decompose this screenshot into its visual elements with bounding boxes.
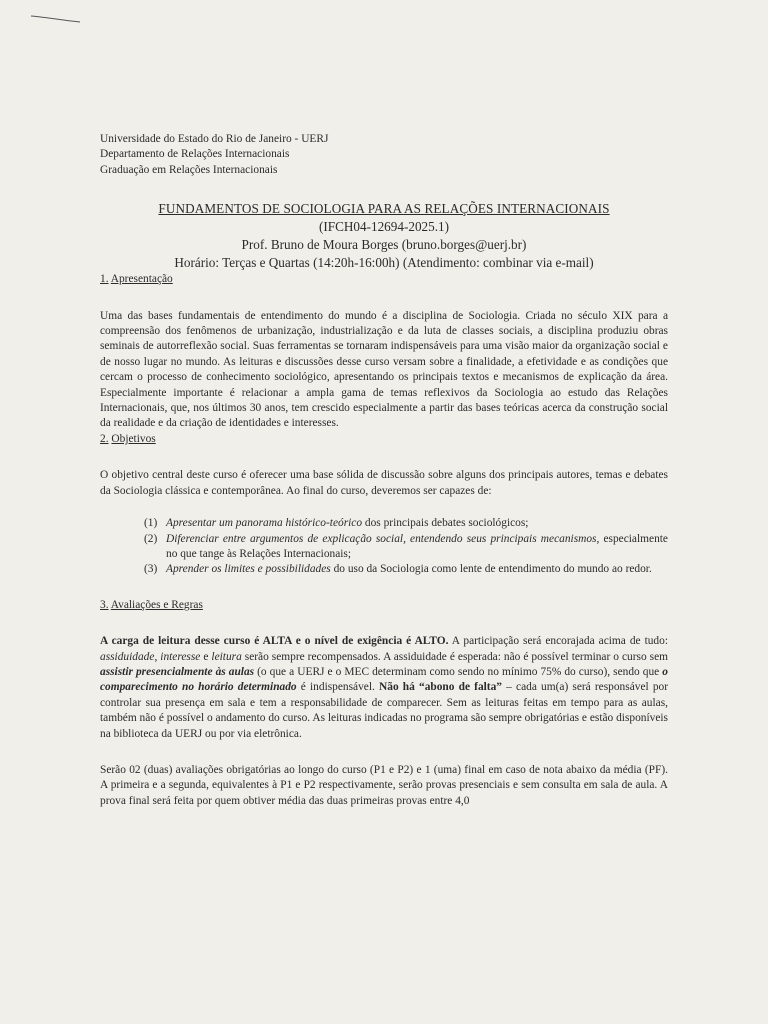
section-heading-avaliacoes: [100, 598, 668, 613]
emphasis-bold: Não há “abono de falta”: [379, 681, 502, 694]
department-name: Departamento de Relações Internacionais: [100, 148, 290, 161]
section-paragraph-exams: Serão 02 (duas) avaliações obrigatórias ao longo do curso (P1 e P2) e 1 (uma) final em caso de nota abaixo da média (PF). A primeira e a segunda, equivalentes à P1 e P2 respectivamente, serão provas presenciais e sem consulta em sala de aula. A prova final será feita por quem obtiver média das duas primeiras provas entre 4,0: [100, 763, 668, 807]
pen-stroke-mark: [30, 14, 82, 24]
list-item-number: (2): [144, 532, 158, 545]
section-paragraph: Uma das bases fundamentais de entendimento do mundo é a disciplina de Sociologia. Criada no século XIX para a compreensão dos fenômenos de urbanização, industrialização e da luta de classes sociais, a disciplina produziu obras seminais de autorreflexão social. Suas ferramentas se tornaram indispensáveis para uma visão maior da organização social e de nosso lugar no mundo. As leituras e discussões desse curso versam sobre a finalidade, a efetividade e as condições que cercam o processo de conhecimento sociológico, apresentando os principais textos e mecanismos de explicação da área. Especialmente importante é relacionar a ampla gama de temas reflexivos da Sociologia ao estudo das Relações Internacionais, que, nos últimos 30 anos, tem crescido especialmente a partir das bases teóricas acerca da construção social da realidade e da criação de identidades e interesses.: [100, 309, 668, 430]
list-item: [144, 532, 668, 563]
course-code: (IFCH04-12694-2025.1): [318, 219, 450, 235]
section-heading-objetivos: [100, 432, 668, 447]
objectives-list: [100, 516, 668, 578]
course-title-block: [100, 200, 668, 272]
section-title: Objetivos: [111, 432, 156, 445]
section-title: Apresentação: [110, 273, 173, 286]
section-number: 2.: [100, 432, 109, 445]
institution-header: [100, 132, 668, 178]
section-paragraph-rules: [100, 634, 668, 742]
list-item-emphasis: Aprender os limites e possibilidades: [166, 563, 331, 576]
text-run: ,: [154, 650, 161, 663]
document-page: [100, 132, 668, 809]
university-name: Universidade do Estado do Rio de Janeiro - UERJ: [100, 133, 329, 145]
list-item-number: (3): [144, 563, 158, 576]
emphasis-italic: interesse: [160, 650, 201, 663]
text-run: (o que a UERJ e o MEC determinam como sendo no mínimo 75% do curso), sendo que: [254, 665, 663, 678]
section-paragraph: O objetivo central deste curso é oferecer uma base sólida de discussão sobre alguns dos principais autores, temas e debates da Sociologia clássica e contemporânea. Ao final do curso, deveremos ser capazes de:: [100, 469, 668, 497]
list-item-emphasis: Apresentar um panorama histórico-teórico: [166, 517, 363, 530]
schedule-line: Horário: Terças e Quartas (14:20h-16:00h) (Atendimento: combinar via e-mail): [174, 255, 594, 271]
list-item-number: (1): [144, 517, 158, 530]
emphasis-bold-italic: o comparecimento no horário determinado: [100, 665, 668, 694]
program-name: Graduação em Relações Internacionais: [100, 163, 278, 176]
emphasis-bold-italic: assistir presencialmente às aulas: [100, 665, 255, 678]
text-run: é indispensável.: [296, 681, 380, 694]
section-number: 3.: [100, 598, 109, 611]
list-item: [144, 562, 668, 577]
list-item-text: especialmente no que tange às Relações Internacionais;: [166, 532, 668, 560]
text-run: serão sempre recompensados. A assiduidade é esperada: não é possível terminar o curso sem: [241, 650, 668, 663]
text-run: – cada um(a) será responsável por controlar sua presença em sala e tem a responsabilidade de comparecer. Sem as leituras feitas em tempo para as aulas, também não é possível o andamento do curso. As leituras indicadas no programa são sempre obrigatórias e estão disponíveis na biblioteca da UERJ ou por via eletrônica.: [100, 681, 669, 740]
course-title: FUNDAMENTOS DE SOCIOLOGIA PARA AS RELAÇÕES INTERNACIONAIS: [158, 201, 610, 217]
section-number: 1.: [100, 273, 109, 286]
list-item-text: dos principais debates sociológicos;: [362, 517, 529, 530]
section-heading-apresentacao: [100, 272, 668, 287]
emphasis-italic: assiduidade: [100, 650, 155, 663]
text-run: e: [200, 650, 212, 663]
professor-line: Prof. Bruno de Moura Borges (bruno.borges@uerj.br): [241, 237, 527, 253]
emphasis-italic: leitura: [211, 650, 242, 663]
section-title: Avaliações e Regras: [110, 598, 203, 611]
list-item-emphasis: Diferenciar entre argumentos de explicação social, entendendo seus principais mecanismos,: [166, 532, 600, 545]
list-item: [144, 516, 668, 531]
emphasis-bold: A carga de leitura desse curso é ALTA e o nível de exigência é ALTO.: [100, 635, 449, 648]
text-run: A participação será encorajada acima de tudo:: [448, 635, 668, 648]
list-item-text: do uso da Sociologia como lente de entendimento do mundo ao redor.: [330, 563, 652, 576]
